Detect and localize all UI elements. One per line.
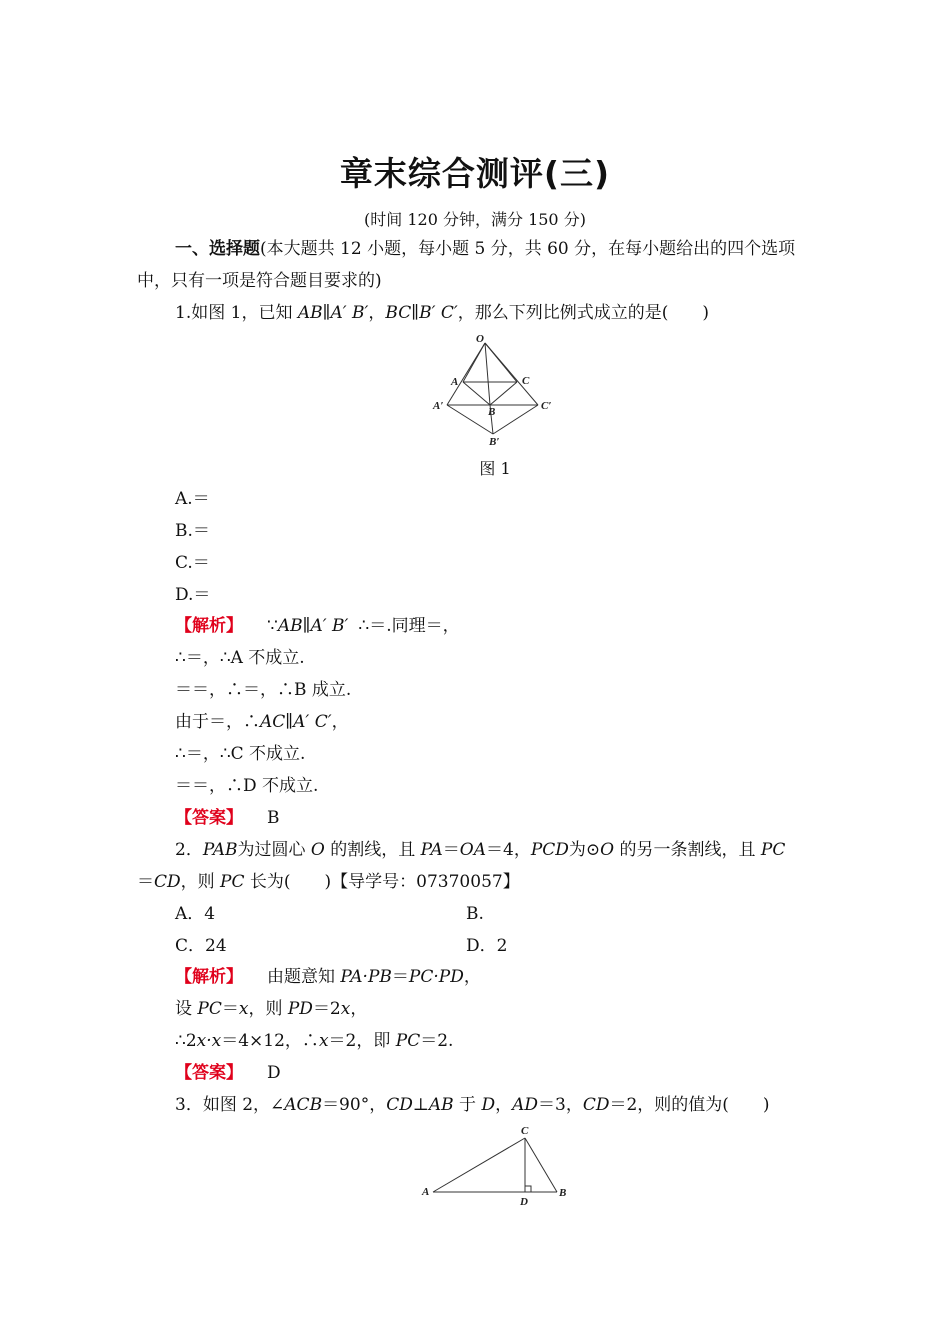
fig1-label-C-prime: C′ (541, 400, 552, 412)
q1-analysis-tag: 【解析】 (175, 616, 243, 636)
q2-option-c: C．24 (175, 936, 227, 956)
question-1-stem: 1.如图 1，已知 AB∥A′ B′，BC∥B′ C′，那么下列比例式成立的是( ) (175, 303, 709, 323)
q2-answer-tag: 【答案】 (175, 1063, 243, 1083)
fig2-label-D: D (520, 1196, 528, 1208)
q1-analysis-line-5: ∴＝，∴C 不成立. (175, 744, 306, 764)
q2-option-a: A．4 (175, 904, 216, 924)
fig1-label-C: C (522, 375, 530, 387)
page-title: 章末综合测评(三) (339, 154, 611, 193)
question-2-stem-cont: ＝CD，则 PC 长为( )【导学号：07370057】 (137, 872, 520, 892)
q1-option-c: C.＝ (175, 553, 210, 573)
question-3-stem: 3．如图 2，∠ACB＝90°，CD⊥AB 于 D，AD＝3，CD＝2，则的值为( ) (175, 1095, 770, 1115)
fig1-label-A: A (451, 376, 459, 388)
figure-2-diagram (415, 1122, 575, 1212)
q1-option-a: A.＝ (175, 489, 210, 509)
fig1-label-A-prime: A′ (433, 400, 444, 412)
q1-answer-tag: 【答案】 (175, 808, 243, 828)
section-heading (175, 238, 795, 260)
section-description: (本大题共 12 小题，每小题 5 分，共 60 分，在每小题给出的四个选项 (260, 239, 796, 259)
fig2-label-C: C (521, 1125, 529, 1137)
fig1-label-B: B (488, 406, 496, 418)
q2-answer: 【答案】 D (175, 1063, 281, 1083)
q1-analysis-line-1: 【解析】 ∵AB∥A′ B′ ∴＝.同理＝， (175, 616, 460, 636)
q1-option-d: D.＝ (175, 585, 211, 605)
figure-1-caption: 图 1 (479, 459, 511, 478)
q1-analysis-line-4: 由于＝，∴AC∥A′ C′， (175, 712, 349, 732)
q2-option-b: B. (466, 904, 484, 924)
figure-1-diagram (425, 330, 565, 450)
section-description-cont: 中，只有一项是符合题目要求的) (137, 271, 382, 291)
time-score-note: (时间 120 分钟，满分 150 分) (364, 210, 586, 229)
section-label: 一、选择题 (175, 239, 260, 259)
q2-analysis-line-2: 设 PC＝x，则 PD＝2x， (175, 999, 368, 1019)
fig1-label-O: O (476, 333, 484, 345)
q1-analysis-line-3: ＝＝，∴＝，∴B 成立. (175, 680, 352, 700)
fig2-label-A: A (422, 1186, 430, 1198)
fig1-label-B-prime: B′ (489, 436, 500, 448)
q2-analysis-tag: 【解析】 (175, 967, 243, 987)
q1-option-b: B.＝ (175, 521, 210, 541)
q1-answer: 【答案】 B (175, 808, 280, 828)
q2-option-d: D．2 (466, 936, 508, 956)
q1-analysis-line-6: ＝＝，∴D 不成立. (175, 776, 319, 796)
q2-analysis-line-3: ∴2x·x＝4×12，∴x＝2，即 PC＝2. (175, 1031, 454, 1051)
question-2-stem: 2．PAB为过圆心 O 的割线，且 PA＝OA＝4，PCD为⊙O 的另一条割线，且 PC (175, 840, 786, 860)
q2-analysis-line-1: 【解析】 由题意知 PA·PB＝PC·PD， (175, 967, 481, 987)
fig2-label-B: B (559, 1187, 567, 1199)
q1-analysis-line-2: ∴＝，∴A 不成立. (175, 648, 305, 668)
